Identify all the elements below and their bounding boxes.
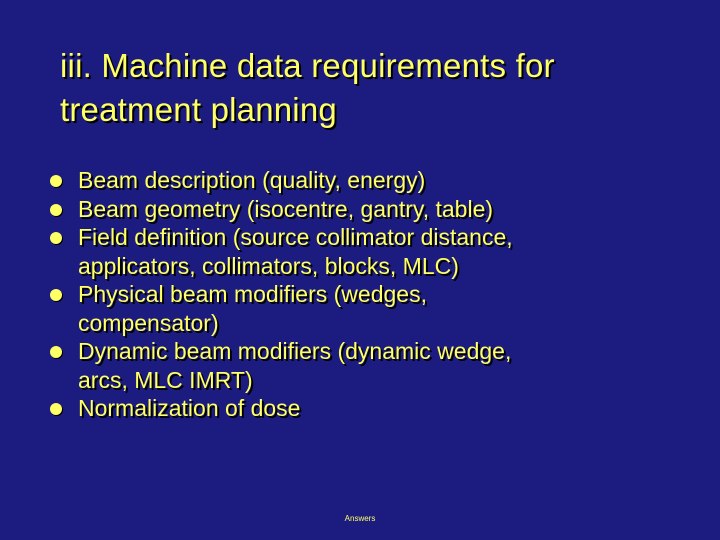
bullet-text: Dynamic beam modifiers (dynamic wedge, bbox=[78, 338, 512, 364]
slide-footer: Answers bbox=[344, 514, 376, 523]
bullet-list bbox=[48, 166, 668, 423]
bullet-dot-icon bbox=[50, 346, 62, 358]
bullet-dot-icon bbox=[50, 289, 62, 301]
bullet-text: Beam geometry (isocentre, gantry, table) bbox=[78, 195, 494, 222]
bullet-text: Normalization of dose bbox=[78, 395, 301, 421]
slide-title-line: iii. Machine data requirements for bbox=[60, 47, 555, 84]
bullet-item bbox=[48, 166, 668, 195]
bullet-item bbox=[48, 337, 668, 394]
bullet-item bbox=[48, 280, 668, 337]
bullet-item bbox=[48, 223, 668, 280]
bullet-dot-icon bbox=[50, 232, 62, 244]
bullet-item bbox=[48, 195, 668, 224]
bullet-item bbox=[48, 394, 668, 423]
bullet-text: Field definition (source collimator distance, bbox=[78, 224, 513, 250]
bullet-text-continued: arcs, MLC IMRT) bbox=[78, 366, 253, 393]
bullet-dot-icon bbox=[50, 403, 62, 415]
bullet-text: Physical beam modifiers (wedges, bbox=[78, 281, 427, 307]
bullet-text-continued: compensator) bbox=[78, 309, 219, 336]
slide-title-line: treatment planning bbox=[60, 91, 337, 128]
bullet-text: Beam description (quality, energy) bbox=[78, 167, 426, 193]
bullet-text-continued: applicators, collimators, blocks, MLC) bbox=[78, 252, 459, 279]
bullet-dot-icon bbox=[50, 175, 62, 187]
bullet-dot-icon bbox=[50, 204, 62, 216]
slide-title bbox=[60, 44, 700, 132]
